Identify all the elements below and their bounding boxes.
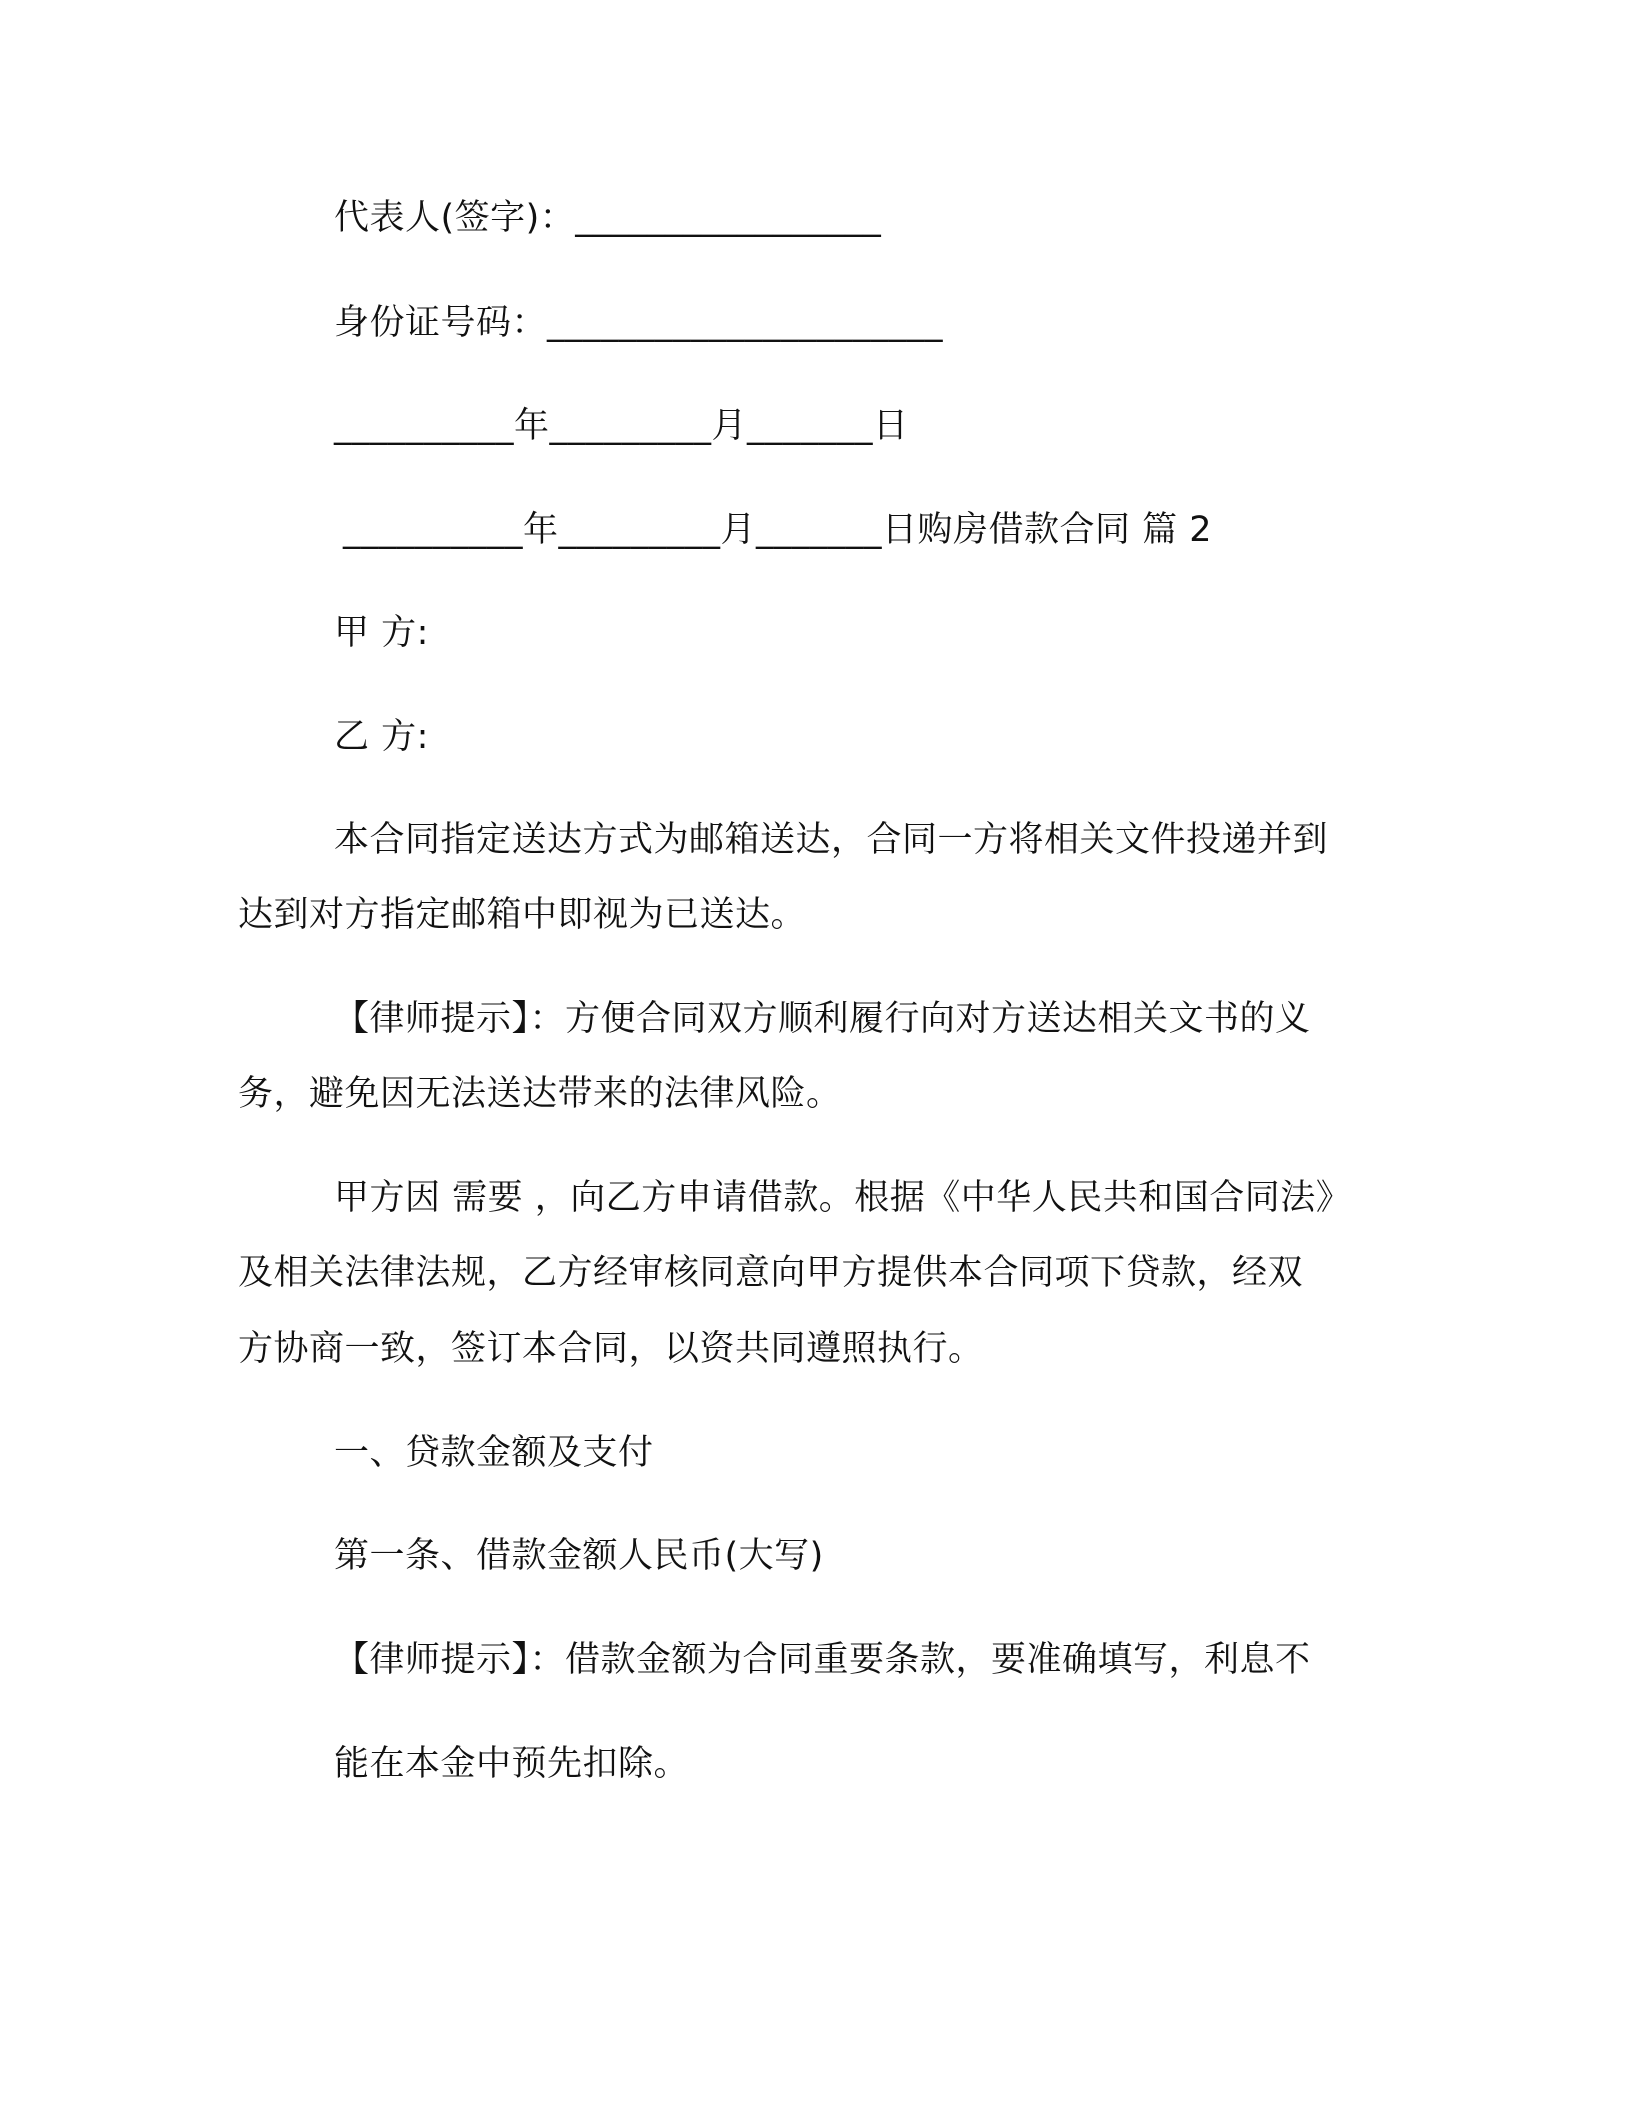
lawyer-tip-2-line-1: 【律师提示】：借款金额为合同重要条款，要准确填写，利息不 — [334, 1640, 1311, 1680]
lawyer-tip-1-line-1: 【律师提示】：方便合同双方顺利履行向对方送达相关文书的义 — [334, 999, 1311, 1039]
party-b-label: 乙 方: — [334, 717, 429, 757]
lawyer-tip-1-line-2: 务，避免因无法送达带来的法律风险。 — [238, 1074, 842, 1114]
article-one-heading: 第一条、借款金额人民币(大写) — [334, 1536, 824, 1576]
loan-paragraph-line-2: 及相关法律法规，乙方经审核同意向甲方提供本合同项下贷款，经双 — [238, 1253, 1304, 1293]
delivery-paragraph-line-2: 达到对方指定邮箱中即视为已送达。 — [238, 895, 807, 935]
loan-paragraph-line-1: 甲方因 需要 ，向乙方申请借款。根据《中华人民共和国合同法》 — [334, 1178, 1352, 1218]
lawyer-tip-2-line-2: 能在本金中预先扣除。 — [334, 1744, 690, 1784]
party-a-label: 甲 方: — [334, 613, 429, 653]
date-line: __________年_________月_______日 — [334, 406, 909, 446]
id-number-line: 身份证号码：______________________ — [334, 303, 944, 343]
representative-signature-line: 代表人(签字)：_________________ — [334, 198, 882, 238]
contract-title-line: __________年_________月_______日购房借款合同 篇 2 — [343, 510, 1213, 550]
section-heading-loan-amount: 一、贷款金额及支付 — [334, 1433, 654, 1473]
delivery-paragraph-line-1: 本合同指定送达方式为邮箱送达，合同一方将相关文件投递并到 — [334, 820, 1329, 860]
loan-paragraph-line-3: 方协商一致，签订本合同，以资共同遵照执行。 — [238, 1329, 984, 1369]
